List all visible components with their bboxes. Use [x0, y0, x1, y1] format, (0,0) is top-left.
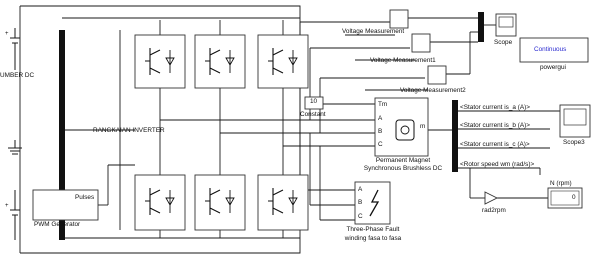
- svg-text:+: +: [5, 203, 9, 209]
- bus-selector-block[interactable]: [452, 100, 458, 172]
- motor-port-b: B: [378, 128, 383, 135]
- pwm-generator-label: PWM Generator: [34, 221, 81, 228]
- voltage-measurement1-block[interactable]: [412, 34, 430, 52]
- igbt-block[interactable]: [258, 175, 308, 230]
- bus-stator-c-signal: <Stator current is_c (A)>: [460, 141, 530, 148]
- voltage-measurement-block[interactable]: [390, 10, 408, 28]
- fault-label-line1: Three-Phase Fault: [346, 226, 400, 233]
- pwm-pulses-port: Pulses: [75, 194, 95, 201]
- gain-block[interactable]: [485, 192, 497, 204]
- gain-label: rad2rpm: [482, 207, 506, 214]
- bus-stator-b-signal: <Stator current is_b (A)>: [460, 122, 530, 129]
- dc-voltage-source-bottom[interactable]: [5, 190, 20, 240]
- igbt-block[interactable]: [258, 35, 308, 88]
- vm2-label: Voltage Measurement1: [370, 57, 436, 64]
- dc-voltage-source-top[interactable]: [5, 28, 20, 70]
- motor-label-line2: Synchronous Brushless DC: [363, 165, 443, 172]
- scope3-label: Scope3: [563, 139, 585, 146]
- motor-port-a: A: [378, 115, 383, 122]
- constant-label: Constant: [300, 111, 326, 118]
- fault-port-c: C: [358, 213, 363, 220]
- voltage-measurement2-block[interactable]: [428, 66, 446, 84]
- display-label: N (rpm): [550, 180, 572, 187]
- motor-port-m: m: [420, 123, 426, 130]
- scope3-block[interactable]: [560, 105, 590, 137]
- igbt-block[interactable]: [135, 35, 185, 88]
- mux-block[interactable]: [478, 12, 484, 42]
- vm3-label: Voltage Measurement2: [400, 87, 466, 94]
- inverter-label: RANGKAIAN INVERTER: [93, 127, 165, 134]
- motor-port-c: C: [378, 141, 383, 148]
- igbt-block[interactable]: [195, 175, 245, 230]
- display-block[interactable]: [548, 188, 582, 208]
- bus-rotor-signal: <Rotor speed wm (rad/s)>: [460, 161, 535, 168]
- scope-block[interactable]: [496, 14, 516, 36]
- dc-source-label: UMBER DC: [0, 72, 35, 79]
- vm1-label: Voltage Measurement: [342, 28, 405, 35]
- display-value: 0: [572, 194, 576, 201]
- constant-value: 10: [310, 98, 318, 105]
- motor-port-tm: Tm: [378, 101, 388, 108]
- igbt-block[interactable]: [135, 175, 185, 230]
- powergui-label: powergui: [540, 64, 566, 71]
- fault-label-line2: winding fasa to fasa: [344, 235, 402, 242]
- fault-port-b: B: [358, 199, 363, 206]
- svg-text:+: +: [5, 31, 9, 37]
- igbt-block[interactable]: [195, 35, 245, 88]
- bus-stator-a-signal: <Stator current is_a (A)>: [460, 104, 530, 111]
- powergui-mode: Continuous: [534, 46, 567, 53]
- motor-label-line1: Permanent Magnet: [375, 157, 431, 164]
- scope-label: Scope: [494, 39, 513, 46]
- fault-port-a: A: [358, 186, 363, 193]
